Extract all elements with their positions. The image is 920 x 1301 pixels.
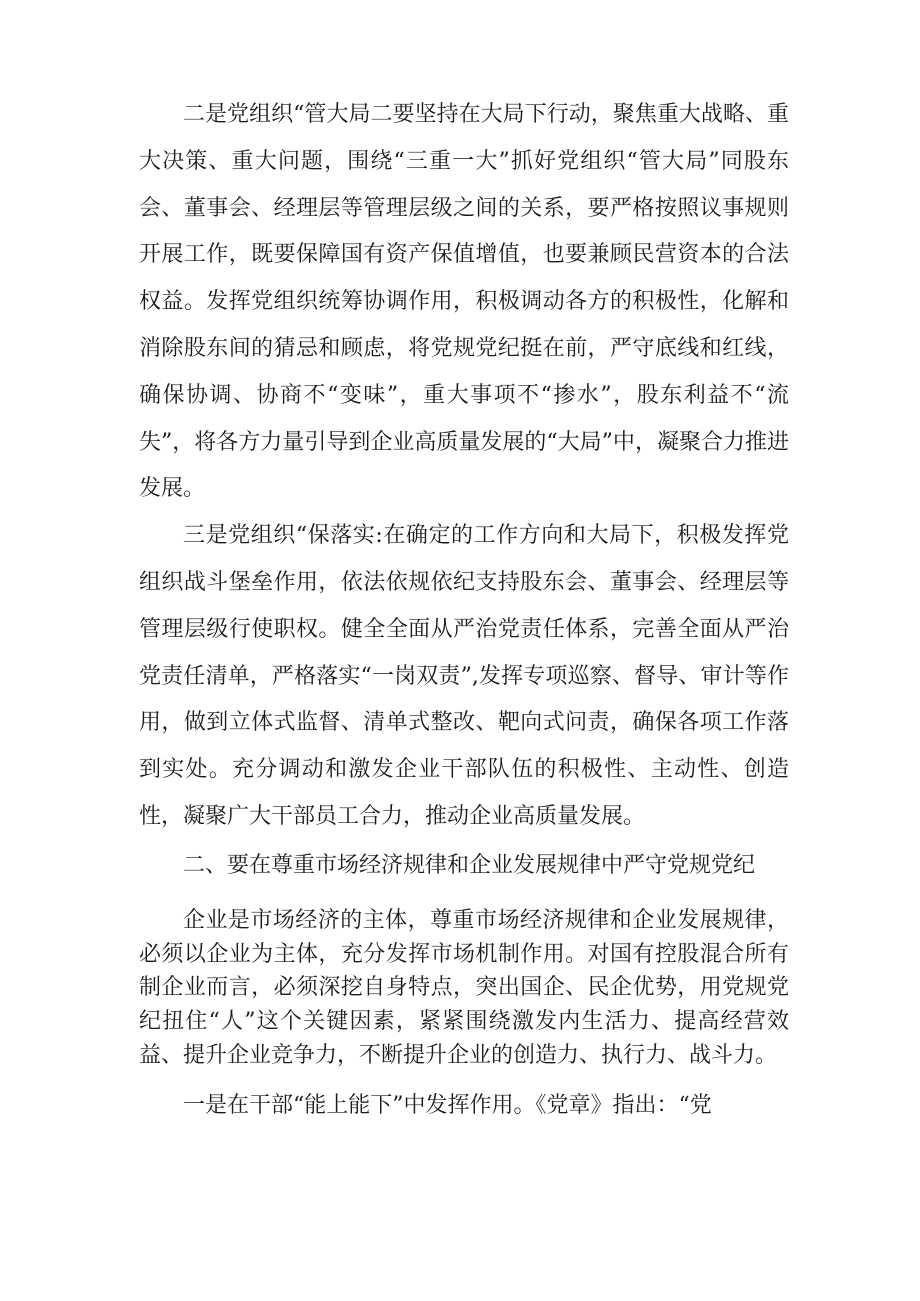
section-heading: 二、要在尊重市场经济规律和企业发展规律中严守党规党纪 [183, 852, 756, 878]
paragraph-2: 三是党组织“保落实:在确定的工作方向和大局下，积极发挥党组织战斗堡垒作用，依法依规依纪支持股东会、董事会、经理层等管理层级行使职权。健全全面从严治党责任体系，完善全面从严治党责任清单，严格落实“一岗双责”,发挥专项巡察、督导、审计等作用，做到立体式监督、清单式整改、靶向式问责，确保各项工作落到实处。充分调动和激发企业干部队伍的积极性、主动性、创造性，凝聚广大干部员工合力，推动企业高质量发展。 [139, 523, 789, 829]
paragraph-3: 企业是市场经济的主体，尊重市场经济规律和企业发展规律，必须以企业为主体，充分发挥市场机制作用。对国有控股混合所有制企业而言，必须深挖自身特点，突出国企、民企优势，用党规党纪扭住“人”这个关键因素，紧紧围绕激发内生活力、提高经营效益、提升企业竞争力，不断提升企业的创造力、执行力、战斗力。 [139, 907, 789, 1068]
paragraph-1: 二是党组织“管大局二要坚持在大局下行动，聚焦重大战略、重大决策、重大问题，围绕“三重一大”抓好党组织“管大局”同股东会、董事会、经理层等管理层级之间的关系，要严格按照议事规则开展工作，既要保障国有资产保值增值，也要兼顾民营资本的合法权益。发挥党组织统筹协调作用，积极调动各方的积极性，化解和消除股东间的猜忌和顾虑，将党规党纪挺在前，严守底线和红线，确保协调、协商不“变味”，重大事项不“掺水”，股东利益不“流失”，将各方力量引导到企业高质量发展的“大局”中，凝聚合力推进发展。 [139, 102, 789, 502]
document-page [139, 92, 789, 1129]
paragraph-4: 一是在干部“能上能下”中发挥作用。《党章》指出：“党 [183, 1092, 712, 1118]
